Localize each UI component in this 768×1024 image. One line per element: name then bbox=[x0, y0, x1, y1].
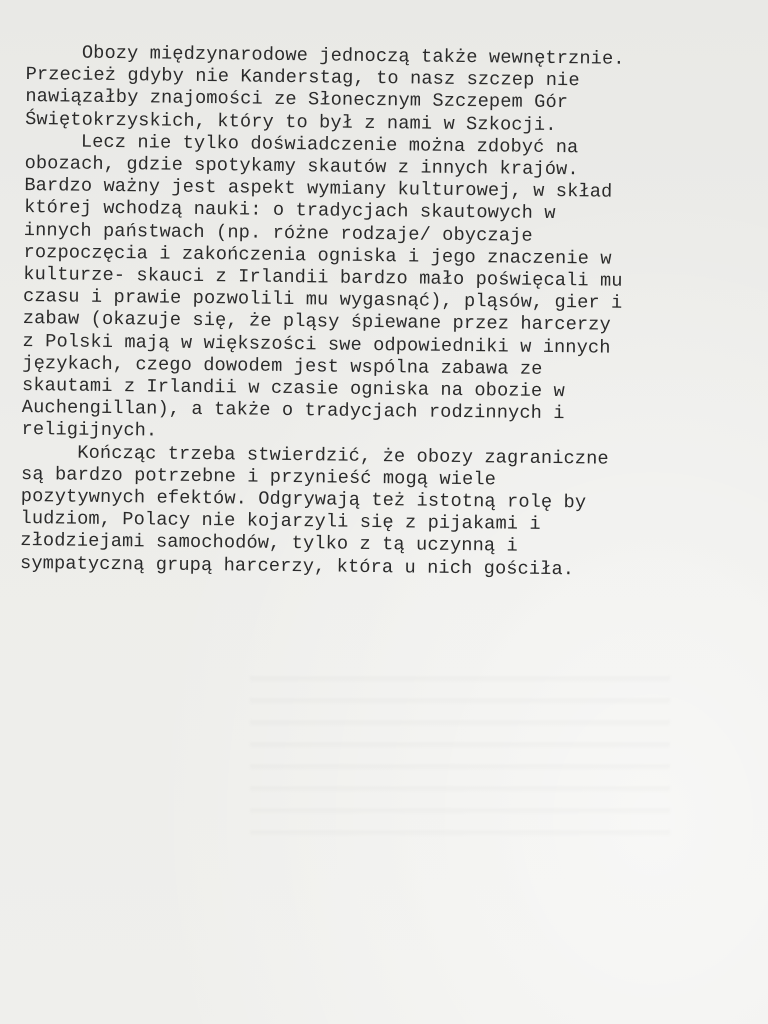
text-line: złodziejami samochodów, tylko z tą uczynną i bbox=[20, 530, 518, 558]
text-line: której wchodzą nauki: o tradycjach skautowych w bbox=[23, 197, 556, 225]
text-line: pozytywnych efektów. Odgrywają też istotną rolę by bbox=[20, 486, 587, 514]
text-line: zabaw (okazuje się, że pląsy śpiewane przez harcerzy bbox=[22, 308, 611, 337]
paragraph-2 bbox=[21, 131, 744, 450]
paragraph-1 bbox=[25, 42, 746, 139]
text-line: Auchengillan), a także o tradycjach rodzinnych i bbox=[21, 397, 565, 425]
text-line: czasu i prawie pozwolili mu wygasnąć), pląsów, gier i bbox=[22, 286, 623, 315]
bleed-through-shadow bbox=[250, 660, 670, 850]
text-line: Przecież gdyby nie Kanderstag, to nasz szczep nie bbox=[25, 64, 580, 92]
text-line: Lecz nie tylko doświadczenie można zdobyć na bbox=[80, 131, 579, 159]
paragraph-3 bbox=[20, 442, 741, 583]
text-line: Bardzo ważny jest aspekt wymiany kulturowej, w skład bbox=[24, 175, 613, 203]
text-line: są bardzo potrzebne i przynieść mogą wiele bbox=[20, 463, 497, 491]
text-line: ludziom, Polacy nie kojarzyli się z pijakami i bbox=[20, 508, 541, 536]
text-line: z Polski mają w większości swe odpowiedniki w innych bbox=[22, 330, 611, 359]
text-line: Kończąc trzeba stwierdzić, że obozy zagraniczne bbox=[77, 442, 609, 470]
text-line: nawiązałby znajomości ze Słonecznym Szczepem Gór bbox=[25, 86, 569, 114]
typewritten-text bbox=[20, 42, 746, 583]
text-line: skautami z Irlandii w czasie ogniska na obozie w bbox=[21, 375, 565, 403]
text-line: innych państwach (np. różne rodzaje/ obyczaje bbox=[23, 219, 533, 247]
text-line: religijnych. bbox=[21, 419, 158, 442]
text-line: kulturze- skauci z Irlandii bardzo mało poświęcali mu bbox=[23, 264, 623, 292]
text-line: obozach, gdzie spotykamy skautów z innych krajów. bbox=[24, 153, 579, 181]
text-line: Świętokrzyskich, który to był z nami w Szkocji. bbox=[25, 108, 557, 136]
text-line: językach, czego dowodem jest wspólna zabawa ze bbox=[22, 352, 543, 380]
text-line: sympatyczną grupą harcerzy, która u nich gościła. bbox=[19, 552, 575, 580]
text-line: rozpoczęcia i zakończenia ogniska i jego znaczenie w bbox=[23, 241, 612, 270]
text-line: Obozy międzynarodowe jednoczą także wewnętrznie. bbox=[81, 42, 625, 70]
